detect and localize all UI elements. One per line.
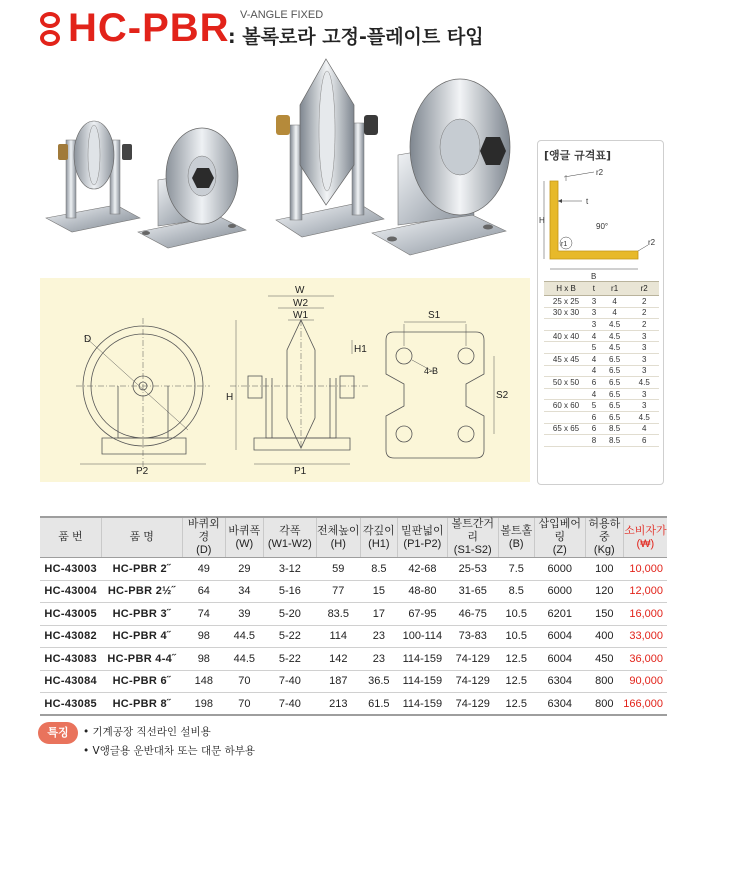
- table-row: HC-43084 HC-PBR 6˝ 148 70 7-40 187 36.5 114-159 74-129 12.5 6304 800 90,000: [40, 670, 667, 693]
- angle-row: 3 4.5 2: [544, 319, 659, 331]
- angle-row: 60 x 60 5 6.5 3: [544, 400, 659, 412]
- label-D: D: [84, 334, 92, 345]
- label-90deg: 90°: [596, 222, 609, 231]
- table-row: HC-43004 HC-PBR 2½˝ 64 34 5-16 77 15 48-80 31-65 8.5 6000 120 12,000: [40, 580, 667, 603]
- brand-logo-icon: [40, 12, 60, 46]
- angle-row: 30 x 30 3 4 2: [544, 307, 659, 319]
- angle-row: 25 x 25 3 4 2: [544, 296, 659, 308]
- col-bolt-distance: [447, 517, 498, 558]
- col-bolt-hole: [498, 517, 534, 558]
- page-title: HC-PBR: [68, 6, 230, 50]
- col-price: [623, 517, 667, 558]
- angle-col-hb: H x B: [544, 282, 588, 296]
- side-view-drawing: [76, 318, 210, 468]
- front-view-drawing: [230, 296, 370, 464]
- feature-list: [83, 723, 255, 761]
- table-row: HC-43005 HC-PBR 3˝ 74 39 5-20 83.5 17 67-95 46-75 10.5 6201 150 16,000: [40, 603, 667, 626]
- table-row: HC-43082 HC-PBR 4˝ 98 44.5 5-22 114 23 100-114 73-83 10.5 6004 400 33,000: [40, 625, 667, 648]
- subtitle-korean: : 볼록로라 고정-플레이트 타입: [228, 26, 484, 48]
- col-load-label: 허용하중 (Kg): [588, 518, 621, 556]
- col-part-no: 품 번: [40, 517, 101, 558]
- angle-row: 4 6.5 3: [544, 388, 659, 400]
- col-width: [226, 517, 264, 558]
- col-angle-width-label: 각폭 (W1-W2): [267, 524, 312, 550]
- angle-spec-title: [앵글 규격표]: [544, 149, 612, 162]
- table-row: HC-43003 HC-PBR 2˝ 49 29 3-12 59 8.5 42-68 25-53 7.5 6000 100 10,000: [40, 558, 667, 581]
- angle-profile-diagram: [538, 163, 665, 281]
- col-diameter-label: 바퀴외경 (D): [187, 518, 220, 556]
- feature-badge: 특징: [38, 722, 78, 744]
- col-angle-width: [263, 517, 316, 558]
- feature-item: • 기계공장 직선라인 설비용: [83, 723, 255, 742]
- label-H: H: [226, 392, 234, 403]
- col-price-label: 소비자가 (₩): [624, 524, 667, 550]
- product-photo-large: [262, 55, 524, 270]
- table-row: HC-43085 HC-PBR 8˝ 198 70 7-40 213 61.5 114-159 74-129 12.5 6304 800 166,000: [40, 693, 667, 716]
- col-bolt-distance-label: 볼트간거리 (S1-S2): [451, 518, 494, 556]
- angle-row: 65 x 65 6 8.5 4: [544, 423, 659, 435]
- angle-col-r2: r2: [629, 282, 659, 296]
- col-bearing: [534, 517, 585, 558]
- angle-col-r1: r1: [600, 282, 630, 296]
- angle-row: 50 x 50 6 6.5 4.5: [544, 377, 659, 389]
- angle-row: 40 x 40 4 4.5 3: [544, 330, 659, 342]
- subtitle-english: V-ANGLE FIXED: [240, 9, 324, 21]
- col-height: [317, 517, 361, 558]
- col-product-name: 품 명: [101, 517, 182, 558]
- label-B: B: [591, 272, 597, 281]
- col-base-size: [398, 517, 447, 558]
- label-P2: P2: [136, 466, 149, 477]
- col-width-label: 바퀴폭 (W): [228, 524, 261, 550]
- label-r2-side: r2: [648, 238, 656, 247]
- label-r2-top: r2: [596, 168, 604, 177]
- table-row: HC-43083 HC-PBR 4-4˝ 98 44.5 5-22 142 23 114-159 74-129 12.5 6004 450 36,000: [40, 648, 667, 671]
- angle-row: 45 x 45 4 6.5 3: [544, 353, 659, 365]
- label-S1: S1: [428, 310, 441, 321]
- label-W1: W1: [293, 310, 308, 321]
- technical-drawing-panel: [40, 278, 530, 482]
- col-bearing-label: 삽입베어링 (Z): [538, 518, 582, 556]
- col-diameter: [182, 517, 225, 558]
- label-P1: P1: [294, 466, 307, 477]
- angle-spec-table: [544, 281, 659, 447]
- base-plate-drawing: [386, 322, 494, 458]
- col-base-size-label: 밑판넓이 (P1-P2): [401, 524, 444, 550]
- col-bolt-hole-label: 볼트홀 (B): [500, 524, 533, 550]
- product-photo-small: [42, 100, 252, 260]
- col-depth-label: 각깊이 (H1): [362, 524, 395, 550]
- angle-row: 8 8.5 6: [544, 435, 659, 447]
- label-H1: H1: [354, 344, 367, 355]
- label-W: W: [295, 285, 305, 296]
- angle-row: 5 4.5 3: [544, 342, 659, 354]
- label-4B: 4-B: [424, 366, 439, 376]
- price-spec-table: [40, 516, 667, 716]
- label-r1: r1: [561, 241, 568, 248]
- label-W2: W2: [293, 298, 308, 309]
- label-H: H: [539, 216, 545, 225]
- col-height-label: 전체높이 (H): [317, 524, 360, 550]
- angle-row: 6 6.5 4.5: [544, 411, 659, 423]
- label-t: t: [586, 197, 589, 206]
- angle-col-t: t: [588, 282, 600, 296]
- col-depth: [360, 517, 398, 558]
- col-load: [586, 517, 624, 558]
- angle-row: 4 6.5 3: [544, 365, 659, 377]
- label-S2: S2: [496, 390, 509, 401]
- angle-spec-box: [537, 140, 664, 485]
- feature-item: • V앵글용 운반대차 또는 대문 하부용: [83, 742, 255, 761]
